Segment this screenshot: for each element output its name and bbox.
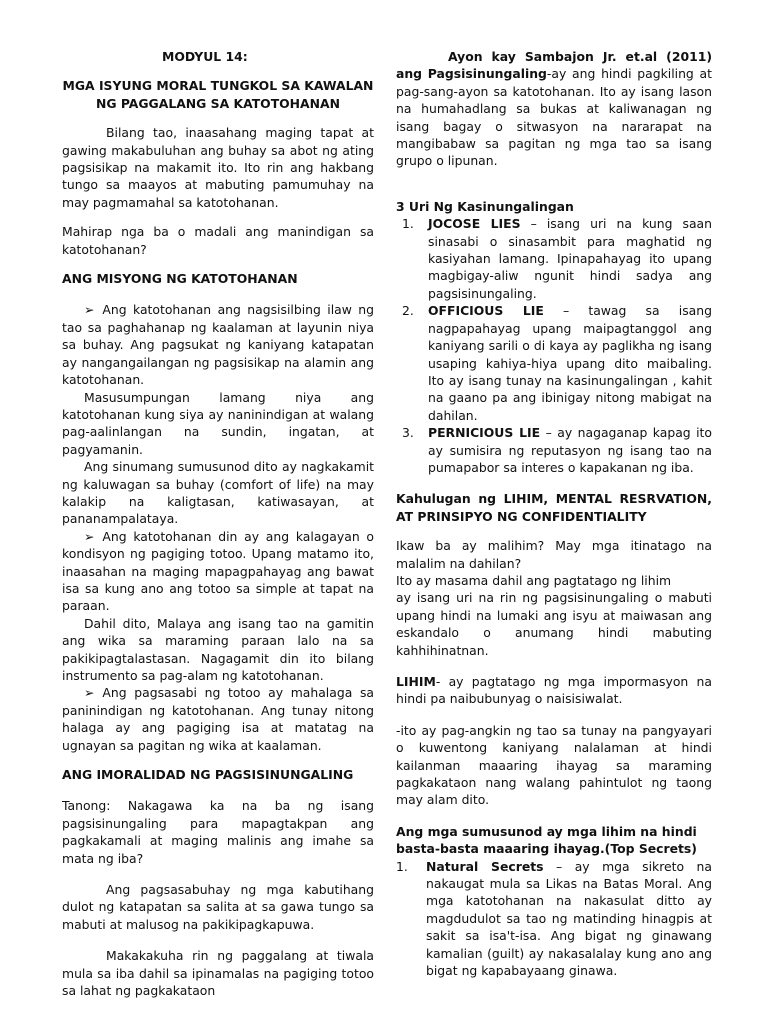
paragraph-masusumpungan: Masusumpungan lamang niya ang katotohanan kung siya ay naninindigan at walang pag-aalinlangan na sundin, ingatan, at pagyamanin. [62,389,374,457]
paragraph-dahil: Dahil dito, Malaya ang isang tao na gamitin ang wika sa maraming paraan lalo na sa pakikipagtalastasan. Nagagamit din ito bilang instrumento sa pag-alam ng katotohanan. [62,615,374,683]
bullet-paragraph: ➢ Ang pagsasabi ng totoo ay mahalaga sa paninindigan ng katotohanan. Ang tunay nitong halaga ay ang pagiging isa at matatag na ugnayan sa pagitan ng wika at kaalaman. [62,685,374,753]
section-heading-misyon: ANG MISYONG NG KATOTOHANAN [62,271,298,287]
arrowhead-bullet-icon: ➢ [84,302,95,318]
arrowhead-bullet-icon: ➢ [84,685,95,701]
paragraph-sinumang: Ang sinumang sumusunod dito ay nagkakamit ng kaluwagan sa buhay (comfort of life) na may kalakip na kaligtasan, katiwasayan, at pananampalataya. [62,459,374,527]
paragraph-pagsasabuhay: Ang pagsasabuhay ng mga kabutihang dulot ng katapatan sa salita at sa gawa tungo sa mabuti at malusog na pakikipagkapuwa. [62,882,374,932]
section-heading-imoralidad: ANG IMORALIDAD NG PAGSISINUNGALING [62,767,354,783]
list-item: 2. OFFICIOUS LIE – tawag sa isang nagpapahayag upang maipagtanggol ang kaniyang sarili o di kaya ay paglikha ng isang usaping kahiya-hiya upang dito maibaling. Ito ay isang tunay na kasinungalingan , kahit na gaano pa ang ibinigay nitong mabigat na dahilan. [402,303,712,423]
bullet-paragraph: ➢ Ang katotohanan ang nagsisilbing ilaw ng tao sa paghahanap ng kaalaman at layunin niya sa buhay. Ang pagsukat ng kaniyang katapatan ay nangangailangan ng pagsisikap na alamin ang katotohanan. [62,302,374,388]
lihim-definition: LIHIM- ay pagtatago ng mga impormasyon na hindi pa naibubunyag o naisisiwalat. [396,674,712,707]
tanong-paragraph: Tanong: Nakagawa ka na ba ng isang pagsisinungaling para mapagtakpan ang pagkakamali at maging malinis ang imahe sa mata ng iba? [62,798,374,866]
ito-masama-line: Ito ay masama dahil ang pagtatago ng lihim [396,572,672,588]
definition-paragraph: Ayon kay Sambajon Jr. et.al (2011) ang Pagsisinungaling-ay ang hindi pagkiling at pag-sang-ayon sa katotohanan. Ito ay isang lason na humahadlang sa bukas at kaliwanagan ng isang bagay o sitwasyon na nararapat na mangibabaw sa pagitan ng mga tao sa isang grupo o lipunan. [396,49,712,169]
paragraph-makakakuha: Makakakuha rin ng paggalang at tiwala mula sa iba dahil sa ipinamalas na pagiging totoo sa lahat ng pagkakataon [62,948,374,999]
defined-term: Pagsisinungaling [427,66,547,82]
secrets-list [396,858,712,980]
list-item: 1. Natural Secrets – ay mga sikreto na nakaugat mula sa Likas na Batas Moral. Ang mga katotohanan na nakasulat ditto ay magdudulot sa tao ng matinding hinagpis at sakit sa isa't-isa. Ang bigat ng ginawang kamalian (guilt) ay nakasalalay kung ano ang bigat ng kapabayaang ginawa. [396,858,713,979]
lihim-term: LIHIM [396,674,436,689]
right-column [396,48,712,980]
section-heading-kahulugan: Kahulugan ng LIHIM, MENTAL RESRVATION, AT PRINSIPYO NG CONFIDENTIALITY [396,491,712,524]
pag-angkin-paragraph: -ito ay pag-angkin ng tao sa tunay na pangyayari o kuwentong kaniyang nalalaman at hindi kailanman maaaring ihayag sa maraming pagkakataon nang walang pahintulot ng taong may alam dito. [396,722,712,808]
isang-uri-paragraph: ay isang uri na rin ng pagsisinungaling o mabuti upang hindi na lumaki ang isyu at maiwasan ang eskandalo o anumang hindi mabuting kahhihinatnan. [396,590,712,658]
intro-paragraph: Bilang tao, inaasahang maging tapat at gawing makabuluhan ang buhay sa abot ng ating pagsisikap na makamit ito. Ito rin ang hakbang tungo sa maayos at mabuting pamumuhay na may pagmamahal sa katotohanan. [62,125,374,210]
arrowhead-bullet-icon: ➢ [84,528,95,544]
list-item: 1. JOCOSE LIES – isang uri na kung saan sinasabi o sinasambit para maghatid ng kasiyahan lamang. Ipinapahayag ito upang magbigay-aliw ngunit hindi sadya ang pagsisinungaling. [402,216,712,301]
ikaw-paragraph: Ikaw ba ay malihim? May mga itinatago na malalim na dahilan? [396,538,712,571]
guiding-question: Mahirap nga ba o madali ang manindigan sa katotohanan? [62,224,374,257]
section-heading-uri: 3 Uri Ng Kasinungalingan [396,198,574,214]
list-item: 3. PERNICIOUS LIE – ay nagaganap kapag ito ay sumisira ng reputasyon ng isang tao na pumapabor sa interes o kapakanan ng iba. [402,425,712,475]
module-label: MODYUL 14: [162,49,248,64]
bullet-paragraph: ➢ Ang katotohanan din ay ang kalagayan o kondisyon ng pagiging totoo. Upang matamo ito, inaasahan na maging mapagpahayag ang bawat isa sa kung ano ang totoo sa simple at tapat na paraan. [62,528,374,614]
left-column [62,48,374,1000]
section-heading-sumusunod: Ang mga sumusunod ay mga lihim na hindi basta-basta maaaring ihayag.(Top Secrets) [396,823,697,857]
document-title: MGA ISYUNG MORAL TUNGKOL SA KAWALAN NG PAGGALANG SA KATOTOHANAN [62,78,374,111]
lies-list [396,215,712,476]
